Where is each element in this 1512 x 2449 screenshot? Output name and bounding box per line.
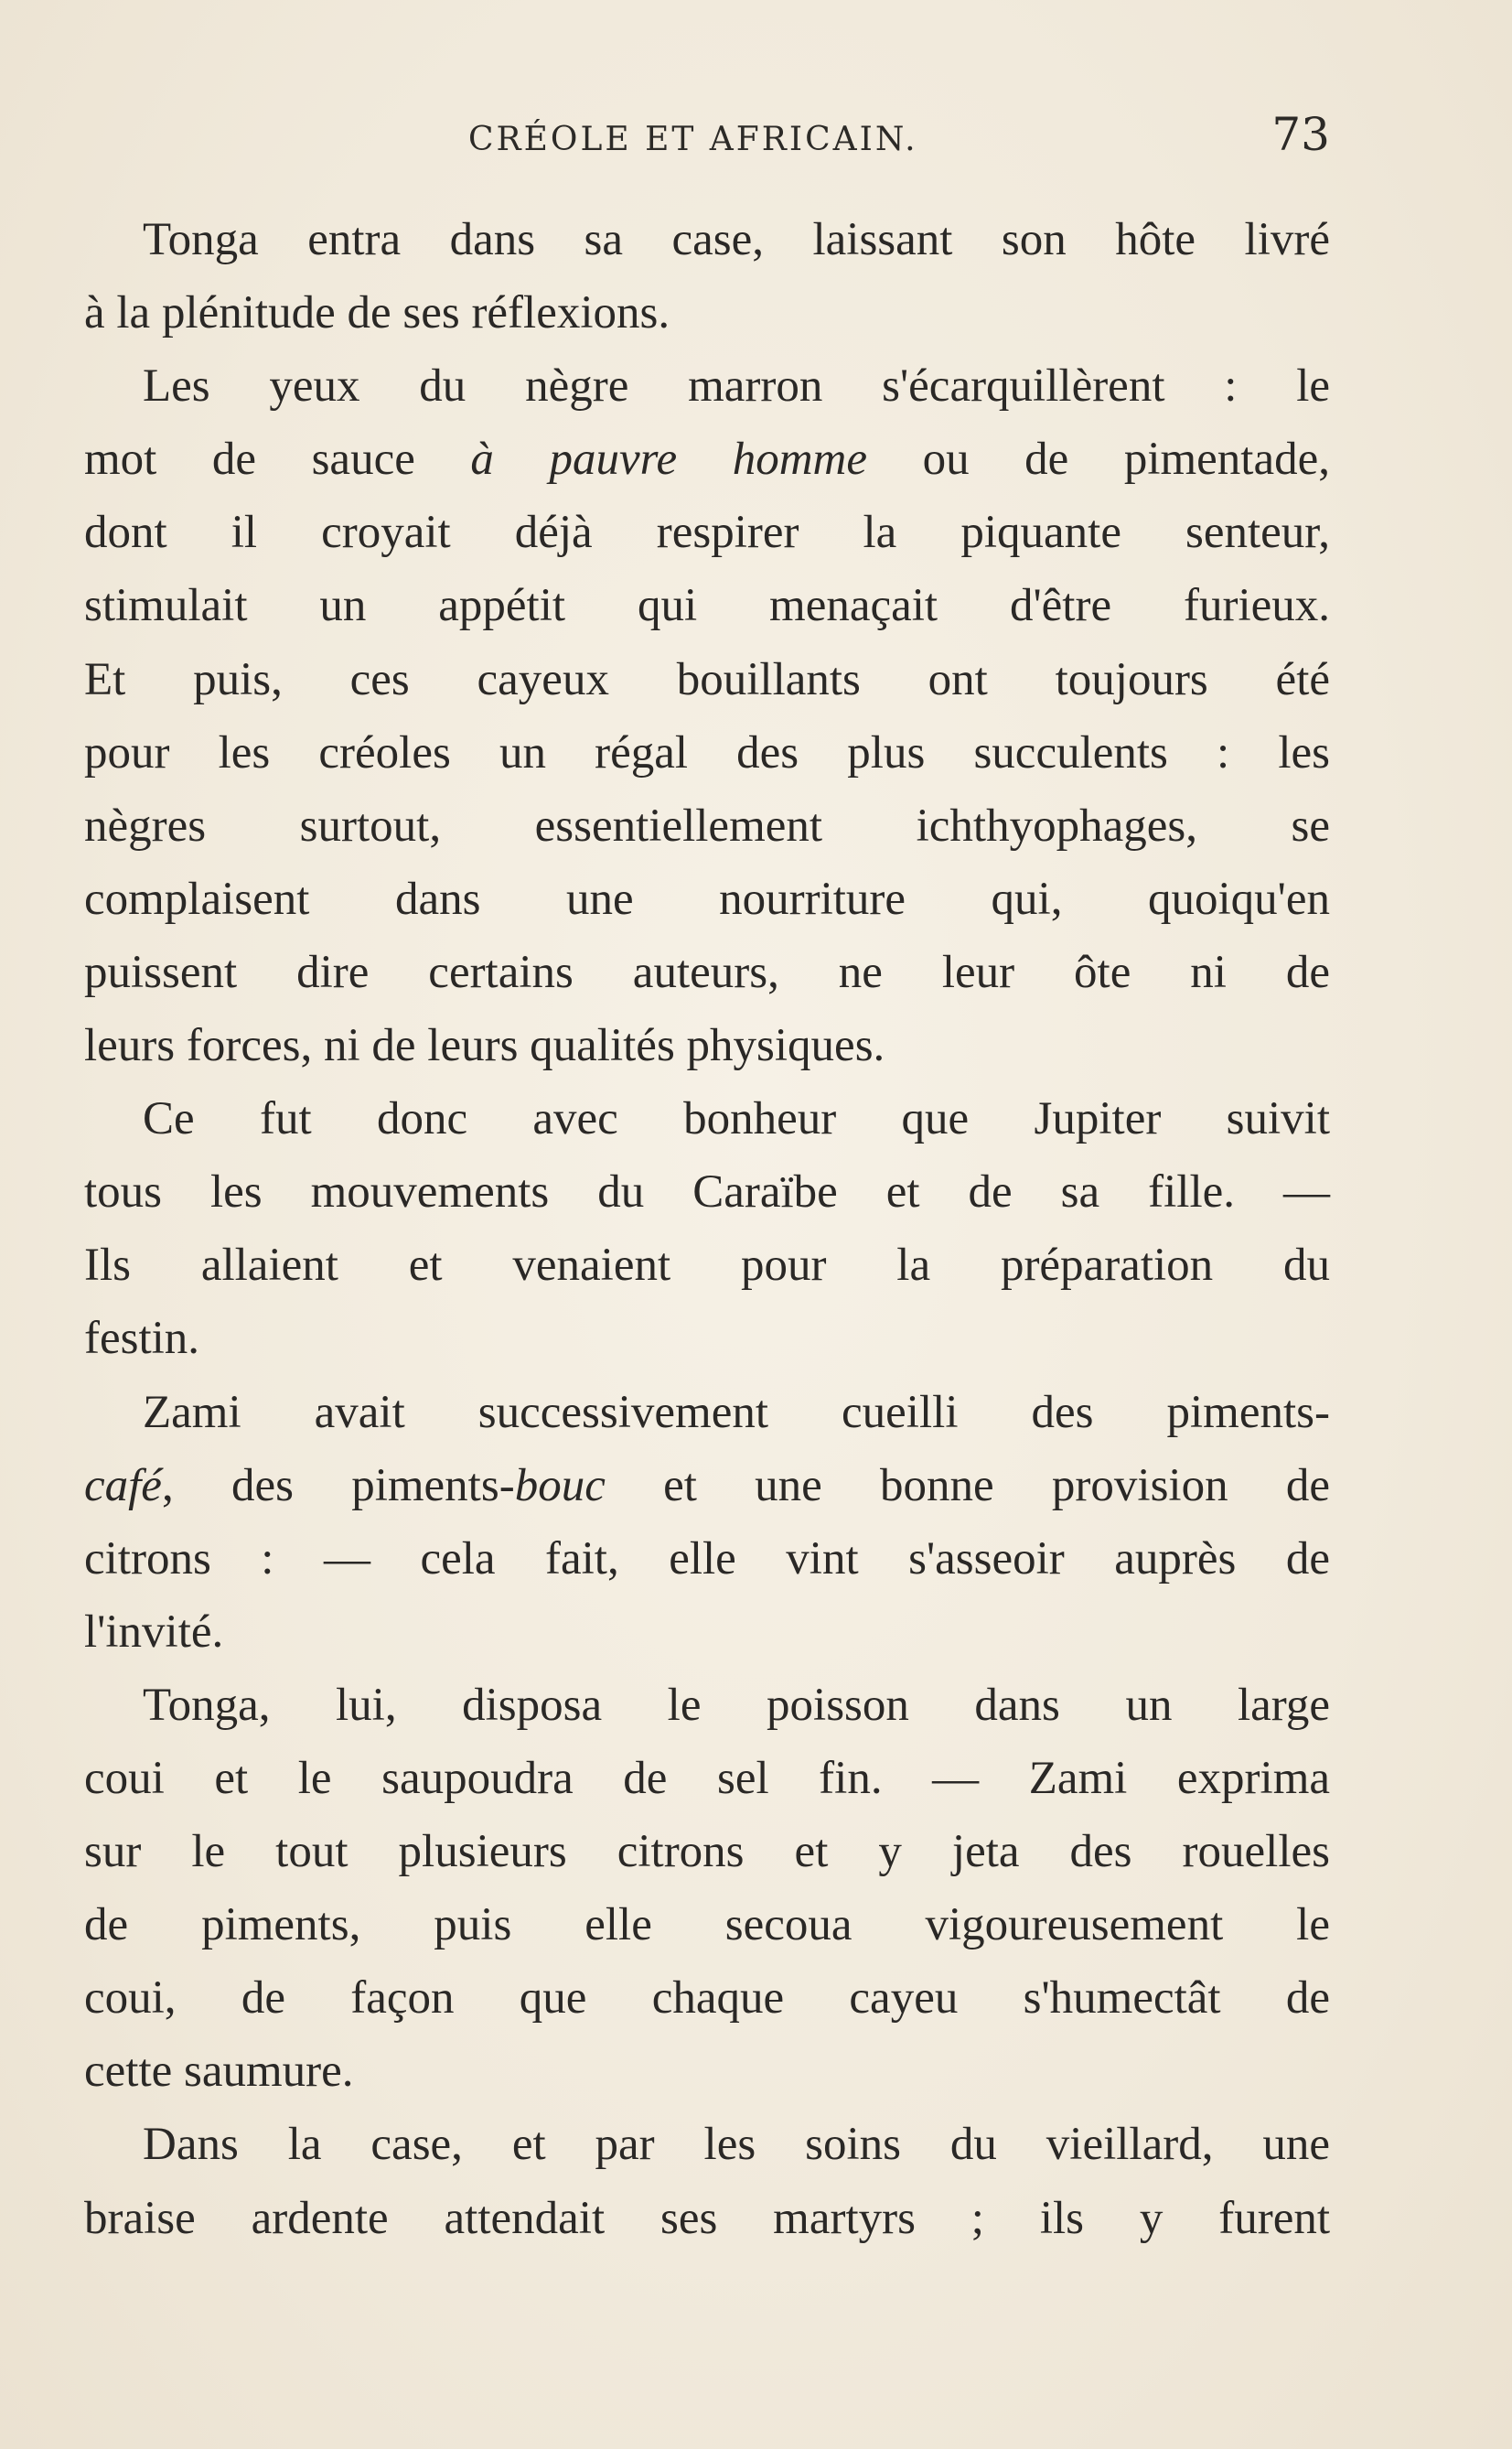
text-line: citrons : — cela fait, elle vint s'asseoir auprès de bbox=[84, 1532, 1330, 1584]
text-line: coui et le saupoudra de sel fin. — Zami exprima bbox=[84, 1752, 1330, 1804]
paragraph bbox=[84, 203, 1330, 349]
text-line: Dans la case, et par les soins du vieillard, une bbox=[143, 2119, 1330, 2171]
paragraph bbox=[84, 1669, 1330, 2109]
text-line: puissent dire certains auteurs, ne leur ôte ni de bbox=[84, 946, 1330, 998]
text-line bbox=[84, 423, 1330, 496]
text-line: l'invité. bbox=[84, 1606, 224, 1658]
page-header bbox=[84, 108, 1330, 172]
page-number: 73 bbox=[1271, 108, 1330, 161]
paragraph bbox=[84, 1082, 1330, 1375]
text-run: mot de sauce bbox=[84, 434, 471, 486]
text-line: Tonga, lui, disposa le poisson dans un large bbox=[143, 1679, 1330, 1731]
text-line: Et puis, ces cayeux bouillants ont toujours été bbox=[84, 653, 1330, 705]
text-line: festin. bbox=[84, 1313, 200, 1365]
text-line: à la plénitude de ses réflexions. bbox=[84, 287, 670, 339]
text-run: et une bonne provision de bbox=[605, 1459, 1330, 1511]
text-line: Zami avait successivement cueilli des piments- bbox=[143, 1386, 1330, 1438]
italic-text: à pauvre homme bbox=[470, 434, 868, 486]
text-line: Les yeux du nègre marron s'écarquillèrent : le bbox=[143, 360, 1330, 413]
text-line: sur le tout plusieurs citrons et y jeta des rouelles bbox=[84, 1826, 1330, 1878]
text-line: coui, de façon que chaque cayeu s'humectât de bbox=[84, 1972, 1330, 2025]
text-run: ou de pimentade, bbox=[867, 434, 1330, 486]
text-line: Tonga entra dans sa case, laissant son hôte livré bbox=[143, 214, 1330, 265]
text-line: dont il croyait déjà respirer la piquante senteur, bbox=[84, 507, 1330, 559]
text-line: Ils allaient et venaient pour la préparation du bbox=[84, 1240, 1330, 1292]
paragraph bbox=[84, 2108, 1330, 2254]
text-line: Ce fut donc avec bonheur que Jupiter suivit bbox=[143, 1093, 1330, 1145]
text-line: braise ardente attendait ses martyrs ; ils y furent bbox=[84, 2192, 1330, 2244]
text-line: tous les mouvements du Caraïbe et de sa fille. — bbox=[84, 1166, 1330, 1219]
text-line: pour les créoles un régal des plus succulents : les bbox=[84, 726, 1330, 779]
text-line: stimulait un appétit qui menaçait d'être furieux. bbox=[84, 580, 1330, 632]
running-head: CRÉOLE ET AFRICAIN. bbox=[468, 121, 918, 158]
text-run: , des piments- bbox=[161, 1459, 515, 1511]
italic-text: café bbox=[84, 1459, 162, 1511]
text-line bbox=[84, 1449, 1330, 1522]
italic-text: bouc bbox=[514, 1459, 606, 1511]
text-line: leurs forces, ni de leurs qualités physiques. bbox=[84, 1020, 885, 1072]
paragraph bbox=[84, 1376, 1330, 1669]
text-line: de piments, puis elle secoua vigoureusement le bbox=[84, 1899, 1330, 1951]
paragraph bbox=[84, 349, 1330, 1082]
text-line: nègres surtout, essentiellement ichthyophages, se bbox=[84, 800, 1330, 852]
text-line: complaisent dans une nourriture qui, quoiqu'en bbox=[84, 873, 1330, 925]
body-text bbox=[84, 203, 1330, 2255]
text-line: cette saumure. bbox=[84, 2046, 354, 2098]
